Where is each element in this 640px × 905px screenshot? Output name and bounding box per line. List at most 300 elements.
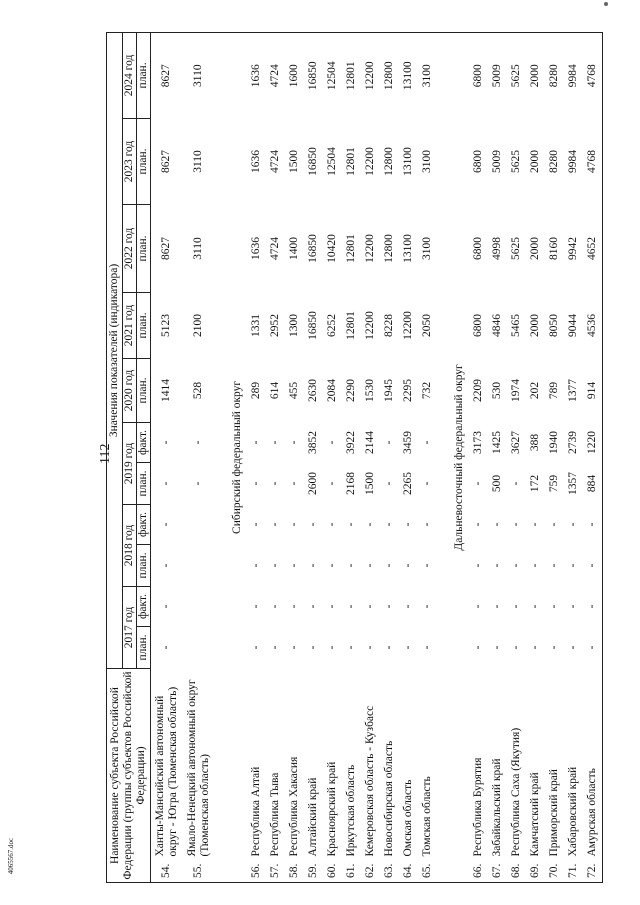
value-cell: -: [250, 563, 262, 568]
region-name: Томская область: [421, 776, 433, 857]
header-name-col: Наименование субъекта Российской Федерации (группы субъектов Российской Федерации): [107, 669, 151, 883]
region-name: Республика Хакасия: [288, 756, 300, 857]
value-cell: -: [567, 604, 579, 609]
value-cell: 2265: [402, 472, 414, 495]
value-cell: -: [326, 440, 338, 445]
value-cell: -: [491, 522, 503, 527]
value-cell: 12801: [345, 147, 357, 176]
value-cell: -: [421, 645, 433, 650]
table-row: [380, 32, 399, 882]
value-cell: 16850: [304, 32, 323, 118]
value-cell: -: [402, 563, 414, 568]
value-cell: 3627: [510, 431, 522, 454]
value-cell: 1500: [364, 472, 376, 495]
value-cell: 530: [491, 381, 503, 400]
header-fact: факт.: [137, 423, 151, 463]
value-cell: 1300: [288, 314, 300, 337]
value-cell: 4724: [266, 32, 285, 118]
value-cell: -: [160, 563, 172, 568]
value-cell: 9984: [567, 150, 579, 173]
row-number: 69.: [526, 859, 545, 883]
value-cell: -: [421, 440, 433, 445]
row-number: 68.: [507, 859, 526, 883]
value-cell: -: [160, 522, 172, 527]
value-cell: 1377: [567, 379, 579, 402]
value-cell: 6800: [469, 32, 488, 118]
value-cell: -: [383, 645, 395, 650]
header-year: 2021 год: [123, 293, 137, 359]
header-year: 2017 год: [123, 587, 137, 669]
value-cell: 1940: [548, 431, 560, 454]
value-cell: -: [160, 440, 172, 445]
value-cell: -: [250, 440, 262, 445]
header-year: 2024 год: [123, 32, 137, 118]
value-cell: 16850: [307, 147, 319, 176]
value-cell: -: [288, 604, 300, 609]
value-cell: 5625: [510, 150, 522, 173]
value-cell: -: [510, 563, 522, 568]
row-number: 71.: [564, 859, 583, 883]
table-row: [342, 32, 361, 882]
table-row: [399, 32, 418, 882]
value-cell: 388: [529, 433, 541, 452]
value-cell: 12200: [364, 234, 376, 263]
scan-mark: [604, 2, 608, 6]
value-cell: -: [383, 522, 395, 527]
value-cell: 1414: [160, 379, 172, 402]
value-cell: -: [510, 645, 522, 650]
value-cell: -: [402, 645, 414, 650]
value-cell: 2290: [345, 379, 357, 402]
value-cell: 2084: [326, 379, 338, 402]
rotated-table-wrapper: [106, 33, 640, 883]
value-cell: 172: [529, 474, 541, 493]
value-cell: 1400: [288, 237, 300, 260]
value-cell: 3100: [421, 237, 433, 260]
value-cell: 2100: [192, 314, 204, 337]
value-cell: 12504: [323, 32, 342, 118]
value-cell: 12801: [342, 32, 361, 118]
value-cell: 8280: [548, 150, 560, 173]
region-name: Республика Тыва: [269, 772, 281, 857]
value-cell: -: [326, 563, 338, 568]
value-cell: 2050: [421, 314, 433, 337]
table-row: [323, 32, 342, 882]
value-cell: -: [472, 604, 484, 609]
value-cell: 3110: [182, 32, 215, 118]
header-year: 2020 год: [123, 359, 137, 423]
value-cell: -: [529, 645, 541, 650]
header-plan: план.: [137, 545, 151, 587]
row-number: 60.: [323, 859, 342, 883]
row-number: 57.: [266, 859, 285, 883]
header-plan: план.: [137, 293, 151, 359]
value-cell: 12200: [402, 311, 414, 340]
table-body: [151, 32, 603, 882]
value-cell: -: [491, 604, 503, 609]
value-cell: -: [510, 522, 522, 527]
region-name: Забайкальский край: [491, 758, 503, 857]
value-cell: -: [402, 604, 414, 609]
row-number: 54.: [151, 859, 183, 883]
value-cell: -: [472, 645, 484, 650]
table-row: [526, 32, 545, 882]
value-cell: 6252: [326, 314, 338, 337]
value-cell: -: [345, 522, 357, 527]
value-cell: 16850: [307, 311, 319, 340]
value-cell: -: [269, 522, 281, 527]
header-plan: план.: [137, 463, 151, 505]
value-cell: 759: [548, 474, 560, 493]
value-cell: 1636: [250, 150, 262, 173]
region-name: Красноярский край: [326, 761, 338, 857]
value-cell: 732: [421, 381, 433, 400]
value-cell: -: [421, 563, 433, 568]
value-cell: 2295: [402, 379, 414, 402]
row-number: 55.: [182, 859, 215, 883]
row-number: 59.: [304, 859, 323, 883]
value-cell: 2000: [529, 237, 541, 260]
value-cell: 2600: [307, 472, 319, 495]
value-cell: -: [364, 563, 376, 568]
value-cell: 3459: [402, 431, 414, 454]
value-cell: 1945: [383, 379, 395, 402]
value-cell: -: [250, 522, 262, 527]
value-cell: 12200: [364, 311, 376, 340]
value-cell: 5123: [160, 314, 172, 337]
value-cell: 202: [529, 381, 541, 400]
value-cell: -: [307, 645, 319, 650]
value-cell: -: [160, 481, 172, 486]
header-values-group: Значения показателей (индикатора): [107, 32, 123, 668]
value-cell: -: [288, 522, 300, 527]
row-number: 65.: [418, 859, 437, 883]
spacer-cell: [437, 32, 449, 882]
value-cell: 4768: [583, 119, 603, 205]
value-cell: 8280: [545, 32, 564, 118]
value-cell: 4724: [269, 237, 281, 260]
header-year: 2019 год: [123, 423, 137, 505]
value-cell: -: [491, 563, 503, 568]
value-cell: 1357: [567, 472, 579, 495]
page-number: 112: [98, 443, 113, 464]
region-name: Новосибирская область: [383, 740, 395, 857]
table-header: [107, 32, 151, 882]
value-cell: -: [421, 604, 433, 609]
value-cell: -: [192, 440, 204, 445]
value-cell: 1974: [510, 379, 522, 402]
section-title: Сибирский федеральный округ: [227, 32, 247, 882]
spacer-cell: [215, 32, 227, 882]
value-cell: -: [567, 645, 579, 650]
value-cell: 12801: [345, 234, 357, 263]
value-cell: -: [472, 522, 484, 527]
value-cell: 2739: [567, 431, 579, 454]
header-plan: план.: [137, 32, 151, 118]
value-cell: 1636: [250, 237, 262, 260]
value-cell: -: [326, 604, 338, 609]
value-cell: -: [160, 604, 172, 609]
value-cell: 8627: [160, 237, 172, 260]
value-cell: -: [364, 522, 376, 527]
header-plan: план.: [137, 627, 151, 669]
value-cell: 1220: [583, 423, 603, 463]
region-name: Амурская область: [583, 669, 603, 859]
value-cell: -: [510, 481, 522, 486]
value-cell: 455: [288, 381, 300, 400]
value-cell: -: [567, 522, 579, 527]
value-cell: 4768: [583, 32, 603, 118]
value-cell: 8160: [548, 237, 560, 260]
value-cell: -: [583, 627, 603, 669]
value-cell: 2630: [307, 379, 319, 402]
value-cell: 789: [548, 381, 560, 400]
value-cell: 1600: [285, 32, 304, 118]
value-cell: -: [548, 563, 560, 568]
value-cell: 884: [583, 463, 603, 505]
value-cell: 1636: [247, 32, 266, 118]
value-cell: -: [160, 645, 172, 650]
value-cell: -: [269, 645, 281, 650]
table-row: [247, 32, 266, 882]
section-row: [449, 32, 469, 882]
value-cell: -: [250, 481, 262, 486]
value-cell: 4998: [491, 237, 503, 260]
value-cell: 6800: [472, 237, 484, 260]
row-number: 63.: [380, 859, 399, 883]
value-cell: -: [491, 645, 503, 650]
value-cell: -: [269, 604, 281, 609]
value-cell: -: [529, 604, 541, 609]
value-cell: 614: [269, 381, 281, 400]
value-cell: -: [383, 481, 395, 486]
value-cell: -: [288, 645, 300, 650]
row-number: 56.: [247, 859, 266, 883]
value-cell: -: [250, 604, 262, 609]
section-row: [227, 32, 247, 882]
section-title: Дальневосточный федеральный округ: [449, 32, 469, 882]
header-plan: план.: [137, 359, 151, 423]
table-row: [583, 32, 603, 882]
value-cell: -: [364, 645, 376, 650]
value-cell: 4724: [269, 150, 281, 173]
value-cell: 10420: [326, 234, 338, 263]
table-row: [304, 32, 323, 882]
value-cell: 9942: [567, 237, 579, 260]
region-name: Хабаровский край: [567, 766, 579, 857]
value-cell: -: [510, 604, 522, 609]
value-cell: -: [326, 481, 338, 486]
table-row: [418, 32, 437, 882]
value-cell: 13100: [402, 147, 414, 176]
value-cell: -: [269, 440, 281, 445]
value-cell: 5465: [510, 314, 522, 337]
region-name: Ханты-Мансийский автономный округ - Югра (Тюменская область): [153, 686, 179, 857]
value-cell: 2000: [529, 314, 541, 337]
value-cell: 12801: [345, 311, 357, 340]
value-cell: -: [269, 481, 281, 486]
region-name: Республика Алтай: [250, 766, 262, 857]
value-cell: -: [326, 522, 338, 527]
header-fact: факт.: [137, 587, 151, 627]
value-cell: 13100: [402, 234, 414, 263]
value-cell: 3173: [472, 431, 484, 454]
value-cell: -: [269, 563, 281, 568]
region-name: Приморский край: [548, 769, 560, 857]
value-cell: 528: [192, 381, 204, 400]
value-cell: -: [529, 563, 541, 568]
value-cell: 5009: [488, 32, 507, 118]
value-cell: 8228: [383, 314, 395, 337]
region-name: Республика Саха (Якутия): [510, 727, 522, 857]
header-fact: факт.: [137, 505, 151, 545]
value-cell: -: [288, 440, 300, 445]
table-row: [182, 32, 215, 882]
value-cell: 5625: [510, 237, 522, 260]
value-cell: 16850: [307, 234, 319, 263]
table-row: [469, 32, 488, 882]
value-cell: -: [567, 563, 579, 568]
value-cell: -: [345, 604, 357, 609]
row-number: 67.: [488, 859, 507, 883]
row-number: 64.: [399, 859, 418, 883]
value-cell: 8627: [151, 32, 183, 118]
table-row: [266, 32, 285, 882]
value-cell: -: [421, 522, 433, 527]
value-cell: 5625: [507, 32, 526, 118]
value-cell: -: [307, 604, 319, 609]
value-cell: 1500: [288, 150, 300, 173]
value-cell: 2952: [269, 314, 281, 337]
indicators-table: [106, 32, 603, 883]
value-cell: 3110: [192, 237, 204, 260]
region-name: Омская область: [402, 779, 414, 857]
region-name: Алтайский край: [307, 777, 319, 857]
header-year: 2022 год: [123, 205, 137, 293]
table-row: [545, 32, 564, 882]
value-cell: -: [288, 563, 300, 568]
row-number: 72.: [583, 859, 603, 883]
value-cell: -: [472, 563, 484, 568]
value-cell: -: [421, 481, 433, 486]
value-cell: 3100: [421, 150, 433, 173]
value-cell: -: [583, 505, 603, 545]
value-cell: 12800: [383, 234, 395, 263]
value-cell: -: [383, 440, 395, 445]
value-cell: -: [383, 563, 395, 568]
header-year: 2023 год: [123, 119, 137, 205]
header-plan: план.: [137, 119, 151, 205]
region-name: Ямало-Ненецкий автономный округ (Тюменская область): [185, 679, 211, 857]
value-cell: 12800: [380, 32, 399, 118]
value-cell: -: [250, 645, 262, 650]
value-cell: 3100: [418, 32, 437, 118]
value-cell: -: [548, 604, 560, 609]
value-cell: 12200: [364, 147, 376, 176]
value-cell: [182, 545, 215, 587]
value-cell: -: [583, 587, 603, 627]
value-cell: 12504: [326, 147, 338, 176]
table-row: [151, 32, 183, 882]
value-cell: [182, 587, 215, 627]
value-cell: 13100: [399, 32, 418, 118]
spacer-row: [437, 32, 449, 882]
value-cell: 5009: [491, 150, 503, 173]
value-cell: -: [307, 522, 319, 527]
value-cell: 500: [491, 474, 503, 493]
table-row: [564, 32, 583, 882]
region-name: Камчатский край: [529, 772, 541, 857]
value-cell: -: [345, 645, 357, 650]
region-name: Иркутская область: [345, 764, 357, 857]
value-cell: -: [288, 481, 300, 486]
value-cell: 8050: [548, 314, 560, 337]
value-cell: 2000: [526, 32, 545, 118]
region-name: Кемеровская область - Кузбасс: [364, 705, 376, 857]
table-row: [507, 32, 526, 882]
table-row: [285, 32, 304, 882]
value-cell: -: [529, 522, 541, 527]
value-cell: 2000: [529, 150, 541, 173]
spacer-row: [215, 32, 227, 882]
row-number: 66.: [469, 859, 488, 883]
row-number: 62.: [361, 859, 380, 883]
value-cell: 3922: [345, 431, 357, 454]
value-cell: 2144: [364, 431, 376, 454]
value-cell: 914: [583, 359, 603, 423]
value-cell: 8627: [160, 150, 172, 173]
value-cell: [182, 627, 215, 669]
table-row: [488, 32, 507, 882]
value-cell: 12200: [361, 32, 380, 118]
value-cell: 12800: [383, 147, 395, 176]
value-cell: 4536: [583, 293, 603, 359]
value-cell: 9044: [567, 314, 579, 337]
value-cell: 1530: [364, 379, 376, 402]
value-cell: -: [583, 545, 603, 587]
value-cell: 289: [250, 381, 262, 400]
header-plan: план.: [137, 205, 151, 293]
value-cell: 3110: [192, 150, 204, 173]
value-cell: -: [402, 522, 414, 527]
value-cell: -: [345, 563, 357, 568]
value-cell: 2168: [345, 472, 357, 495]
value-cell: 4846: [491, 314, 503, 337]
value-cell: -: [307, 563, 319, 568]
value-cell: 1425: [491, 431, 503, 454]
value-cell: -: [548, 522, 560, 527]
value-cell: 3852: [307, 431, 319, 454]
value-cell: 6800: [472, 314, 484, 337]
file-name-note: 4065567.doc: [7, 837, 15, 875]
row-number: 70.: [545, 859, 564, 883]
value-cell: -: [192, 481, 204, 486]
value-cell: [182, 505, 215, 545]
value-cell: 1331: [250, 314, 262, 337]
value-cell: -: [548, 645, 560, 650]
value-cell: 9984: [564, 32, 583, 118]
value-cell: 4652: [583, 205, 603, 293]
value-cell: -: [364, 604, 376, 609]
header-year: 2018 год: [123, 505, 137, 587]
region-name: Республика Бурятия: [472, 757, 484, 857]
table-row: [361, 32, 380, 882]
value-cell: -: [326, 645, 338, 650]
row-number: 61.: [342, 859, 361, 883]
value-cell: 2209: [472, 379, 484, 402]
value-cell: 6800: [472, 150, 484, 173]
row-number: 58.: [285, 859, 304, 883]
